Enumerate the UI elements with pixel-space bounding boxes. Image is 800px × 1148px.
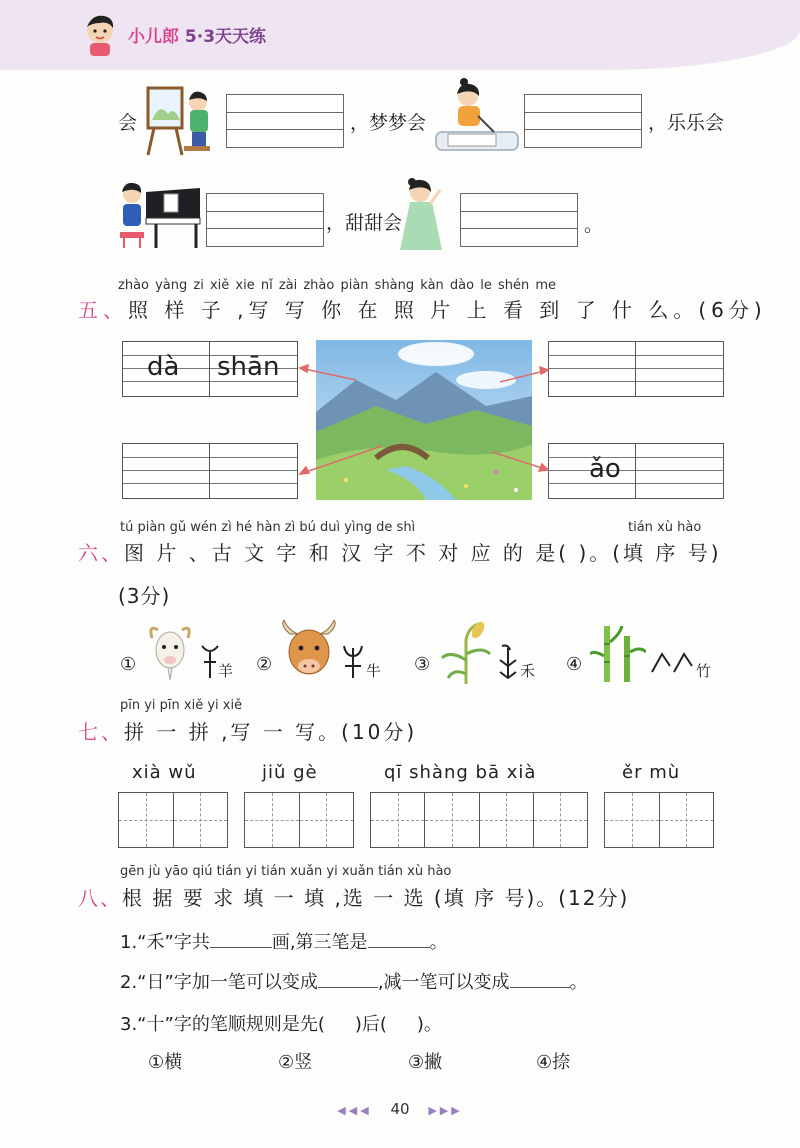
stroke-option-1: ①横: [148, 1052, 183, 1073]
singing-girl-icon: [396, 178, 452, 252]
prev-arrows-icon: ◀◀◀: [337, 1104, 372, 1117]
ancient-ox-glyph: [340, 642, 366, 682]
page-number: 40: [390, 1100, 410, 1118]
option-1-number: ①: [120, 654, 137, 675]
section6-number: 六、: [78, 541, 124, 565]
section5-title: 照 样 子 ,写 写 你 在 照 片 上 看 到 了 什 么。(6分): [128, 298, 767, 322]
section6-heading: [78, 537, 722, 566]
tianzige-word1[interactable]: [118, 792, 228, 848]
q2-part-b: ,减一笔可以变成: [377, 972, 510, 993]
option-3-number: ③: [414, 654, 431, 675]
pinyin-grid-answer-2[interactable]: [548, 341, 724, 397]
rice-plant-icon: [438, 620, 494, 686]
q1-blank-1[interactable]: [210, 931, 272, 948]
q3-part-b: )后(: [354, 1014, 387, 1035]
option-3-char: 禾: [520, 662, 536, 680]
tianzige-word2[interactable]: [244, 792, 354, 848]
stroke-option-2: ②竖: [278, 1052, 313, 1073]
prev-text-4: ，甜甜会: [326, 212, 403, 234]
q2-part-a: 2.“日”字加一笔可以变成: [120, 972, 318, 993]
answer-box-4[interactable]: [460, 193, 578, 247]
word2-pinyin: jiǔ gè: [262, 762, 318, 783]
brand-title: [128, 22, 266, 47]
answer-box-3[interactable]: [206, 193, 324, 247]
bamboo-icon: [590, 622, 646, 684]
word1-pinyin: xià wǔ: [132, 762, 197, 783]
section8-pinyin: gēn jù yāo qiú tián yi tián xuǎn yi xuǎn tián xù hào: [120, 864, 452, 879]
q2-blank-2[interactable]: [510, 971, 570, 988]
section6-pinyin-2: tián xù hào: [628, 520, 702, 535]
section7-pinyin: pīn yi pīn xiě yi xiě: [120, 698, 243, 713]
tianzige-word4[interactable]: [604, 792, 714, 848]
stroke-option-4: ④捺: [536, 1052, 571, 1073]
section8-number: 八、: [78, 886, 122, 910]
prev-text-2: ，梦梦会: [350, 112, 427, 134]
section6-score: (3分): [118, 584, 171, 608]
page-footer: [0, 1100, 800, 1118]
piano-child-icon: [116, 178, 202, 250]
answer-box-1[interactable]: [226, 94, 344, 148]
q1-part-a: 1.“禾”字共: [120, 932, 210, 953]
q3-part-a: 3.“十”字的笔顺规则是先(: [120, 1014, 325, 1035]
drawing-girl-icon: [428, 76, 520, 156]
option-2-char: 牛: [366, 662, 382, 680]
prev-text-3: ，乐乐会: [648, 112, 725, 134]
goat-icon: [144, 620, 196, 684]
ancient-bamboo-glyph: [650, 646, 694, 680]
section7-title: 拼 一 拼 ,写 一 写。(10分): [124, 720, 418, 744]
section7-number: 七、: [78, 720, 124, 744]
section8-heading: [78, 882, 629, 911]
ancient-grain-glyph: [496, 642, 520, 682]
section8-title: 根 据 要 求 填 一 填 ,选 一 选 (填 序 号)。(12分): [122, 886, 630, 910]
painting-child-icon: [140, 80, 220, 160]
option-2-number: ②: [256, 654, 273, 675]
word4-pinyin: ěr mù: [622, 762, 681, 783]
question-3: [120, 1010, 442, 1036]
hint-pinyin-ao: ǎo: [589, 454, 621, 484]
option-1-char: 羊: [218, 662, 234, 680]
q2-part-c: 。: [569, 972, 588, 993]
q1-part-c: 。: [429, 932, 448, 953]
section5-number: 五、: [78, 298, 128, 322]
word3-pinyin: qī shàng bā xià: [384, 762, 537, 783]
section7-heading: [78, 716, 417, 745]
example-pinyin-shan: shān: [217, 352, 280, 382]
q1-part-b: 画,第三笔是: [271, 932, 368, 953]
boy-avatar-icon: [82, 12, 118, 56]
pinyin-grid-example: [122, 341, 298, 397]
section5-heading: [78, 294, 767, 323]
section5-pinyin: zhào yàng zi xiě xie nǐ zài zhào piàn shàng kàn dào le shén me: [118, 278, 557, 293]
prev-text-5: 。: [584, 214, 604, 236]
prev-text-1: 会: [118, 112, 138, 134]
brand-logo: 小儿郎: [128, 27, 179, 47]
example-pinyin-da: dà: [147, 352, 180, 382]
connector-arrows: [296, 340, 552, 500]
question-2: [120, 968, 588, 994]
option-4-char: 竹: [696, 662, 712, 680]
option-4-number: ④: [566, 654, 583, 675]
ox-icon: [278, 620, 340, 686]
pinyin-grid-answer-3[interactable]: [548, 443, 724, 499]
section6-title: 图 片 、古 文 字 和 汉 字 不 对 应 的 是( )。(填 序 号): [124, 541, 722, 565]
header-band: [0, 0, 800, 70]
answer-box-2[interactable]: [524, 94, 642, 148]
next-arrows-icon: ▶▶▶: [428, 1104, 463, 1117]
brand-series: 5·3天天练: [184, 27, 267, 47]
tianzige-word3[interactable]: [370, 792, 588, 848]
stroke-option-3: ③撇: [408, 1052, 443, 1073]
question-1: [120, 928, 448, 954]
q1-blank-2[interactable]: [368, 931, 430, 948]
section6-pinyin: tú piàn gǔ wén zì hé hàn zì bú duì yìng de shì: [120, 520, 416, 535]
q3-part-c: )。: [416, 1014, 442, 1035]
q2-blank-1[interactable]: [318, 971, 378, 988]
pinyin-grid-answer-1[interactable]: [122, 443, 298, 499]
